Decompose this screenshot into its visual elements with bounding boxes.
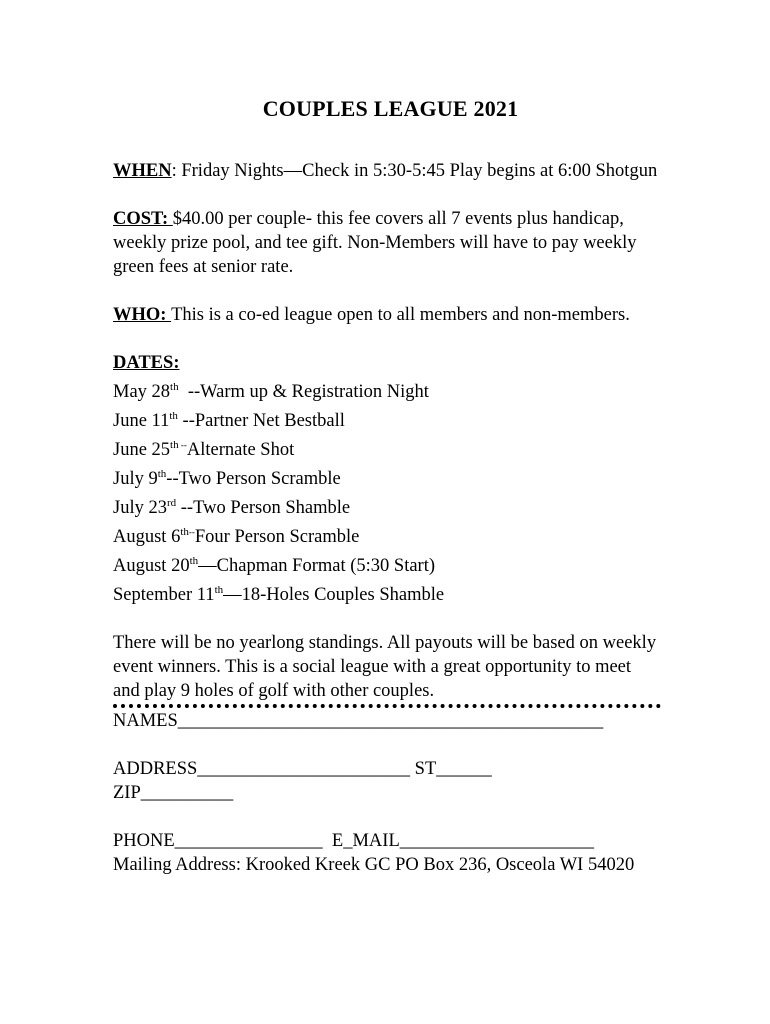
who-label: WHO: [113, 305, 172, 325]
date-item [113, 520, 658, 549]
names-field[interactable]: NAMES______________________________________________ [113, 711, 604, 731]
dates-list [113, 375, 658, 607]
document-page [113, 95, 658, 877]
date-item [113, 491, 658, 520]
cost-paragraph [113, 207, 658, 279]
date-suffix: th [157, 468, 167, 480]
date-suffix: th [170, 439, 179, 451]
date-item [113, 375, 658, 404]
date-suffix: th [214, 584, 224, 596]
date-event: Four Person Scramble [194, 527, 360, 547]
date-suffix: th [169, 410, 178, 422]
mailing-address: Mailing Address: Krooked Kreek GC PO Box 236, Osceola WI 54020 [113, 855, 635, 875]
date-event: —18-Holes Couples Shamble [223, 585, 445, 605]
phone-email-field[interactable]: PHONE________________ E_MAIL_____________________ [113, 831, 594, 851]
date-suffix: th [189, 555, 199, 567]
date-day: June 11 [113, 411, 170, 431]
date-item [113, 462, 658, 491]
address-field[interactable]: ADDRESS_______________________ ST______ [113, 759, 492, 779]
date-separator: -- [188, 527, 195, 537]
date-day: July 9 [113, 469, 158, 489]
who-paragraph [113, 303, 658, 327]
date-day: June 25 [113, 440, 171, 460]
cost-text: $40.00 per couple- this fee covers all 7 events plus handicap, weekly prize pool, and tee gift. Non-Members will have to pay weekly green fees at senior rate. [113, 209, 637, 277]
date-event: —Chapman Format (5:30 Start) [198, 556, 436, 576]
date-item [113, 433, 658, 462]
date-day: September 11 [113, 585, 215, 605]
note-paragraph: There will be no yearlong standings. All payouts will be based on weekly event winners. This is a social league with a great opportunity to meet and play 9 holes of golf with other couples. [113, 633, 657, 701]
date-day: August 20 [113, 556, 190, 576]
date-item [113, 578, 658, 607]
when-label: WHEN [113, 161, 172, 181]
zip-field[interactable]: ZIP__________ [113, 783, 234, 803]
when-paragraph [113, 159, 658, 183]
date-item [113, 404, 658, 433]
date-item [113, 549, 658, 578]
date-day: July 23 [113, 498, 167, 518]
date-event: --Warm up & Registration Night [178, 382, 429, 402]
dates-heading: DATES: [113, 353, 180, 373]
date-event: --Partner Net Bestball [177, 411, 345, 431]
when-text: : Friday Nights—Check in 5:30-5:45 Play begins at 6:00 Shotgun [171, 161, 658, 181]
date-event: Alternate Shot [186, 440, 295, 460]
who-text: This is a co-ed league open to all members and non-members. [171, 305, 630, 325]
dates-section [113, 351, 658, 607]
date-event: --Two Person Scramble [166, 469, 341, 489]
date-event: --Two Person Shamble [176, 498, 351, 518]
date-suffix: th [170, 381, 179, 393]
date-suffix: rd [166, 497, 177, 509]
date-separator: -- [178, 440, 187, 450]
date-day: August 6 [113, 527, 181, 547]
cost-label: COST: [113, 209, 173, 229]
date-day: May 28 [113, 382, 171, 402]
page-title: COUPLES LEAGUE 2021 [262, 96, 519, 121]
dotted-divider [113, 704, 661, 708]
date-suffix: th [180, 526, 189, 538]
